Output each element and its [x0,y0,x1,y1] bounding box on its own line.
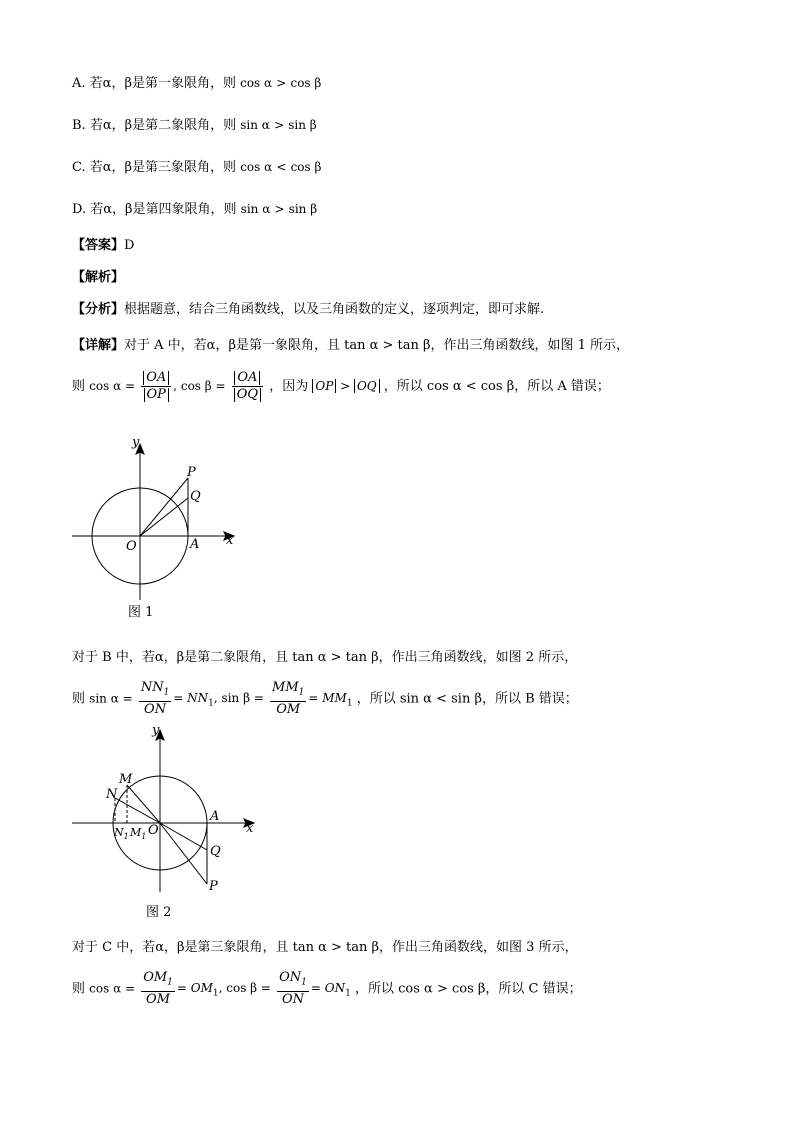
fig2-n1-label: $N_1$ [114,826,129,841]
detail-c-line1: 对于 C 中，若α，β是第三象限角，且 tan α > tan β，作出三角函数线，如图 3 所示， [72,940,578,955]
option-c: C. 若α，β是第三象限角，则 cos α < cos β [72,160,322,175]
fig1-p-label: P [187,465,196,480]
frac-nn1-on: $\frac{NN_1}{ON}$ [140,680,170,717]
analysis-heading: 【解析】 [72,270,125,285]
fig2-n-label: N [106,787,118,802]
fig2-o-label: O [148,823,159,838]
detail-b-line1: 对于 B 中，若α，β是第二象限角，且 tan α > tan β，作出三角函数线，如图 2 所示， [72,650,578,665]
detail-c-line2: 则 cos α = $\frac{OM_1}{OM}$ = $OM_1$, cos β = $\frac{ON_1}{ON}$ = $ON_1$ ，所以 cos α > cos β，所以 C 错误； [72,970,582,1007]
detail-a-line2: 则 cos α = $\frac{OA}{OP}$ , cos β = $\frac{OA}{OQ}$ ，因为 OP > OQ ，所以 cos α < cos β，所以 A 错误； [72,370,610,402]
fig1-a-label: A [190,537,200,552]
fig1-q-label: Q [190,489,201,504]
fig2-x-label: x [246,821,254,836]
detail-a-line1: 【详解】对于 A 中，若α，β是第一象限角，且 tan α > tan β，作出三角函数线，如图 1 所示， [72,338,630,353]
fig2-m1-label: $M_1$ [130,826,147,841]
option-a: A. 若α，β是第一象限角，则 cos α > cos β [72,76,322,91]
fig2-p-label: P [209,879,218,894]
option-b: B. 若α，β是第二象限角，则 sin α > sin β [72,118,317,133]
fig2-m-label: M [119,772,133,787]
option-d: D. 若α，β是第四象限角，则 sin α > sin β [72,202,318,217]
fenxi-line: 【分析】根据题意，结合三角函数线，以及三角函数的定义，逐项判定，即可求解. [72,302,545,317]
fig2-a-label: A [210,809,220,824]
frac-mm1-om: $\frac{MM_1}{OM}$ [272,680,305,717]
frac-oa-oq: $\frac{OA}{OQ}$ [232,370,263,403]
frac-on1-on: $\frac{ON_1}{ON}$ [279,970,307,1007]
frac-oa-op: $\frac{OA}{OP}$ [141,370,171,403]
figure-1-caption: 图 1 [128,605,154,620]
figure-1 [64,432,244,607]
fig1-y-label: y [132,435,140,450]
fig2-y-label: y [152,723,160,738]
fig1-o-label: O [126,539,137,554]
formula-cos-alpha: cos α = [89,379,136,393]
figure-2 [64,722,264,902]
detail-b-line2: 则 sin α = $\frac{NN_1}{ON}$ = $NN_1$, sin β = $\frac{MM_1}{OM}$ = $MM_1$ ，所以 sin α < sin β，所以 B 错误； [72,680,578,717]
answer-line: 【答案】D [72,238,135,253]
fig2-q-label: Q [210,844,221,859]
frac-om1-om: $\frac{OM_1}{OM}$ [143,970,173,1007]
fig1-x-label: x [226,533,234,548]
figure-2-caption: 图 2 [146,905,172,920]
compare-op-oq: OP > OQ [312,379,379,393]
